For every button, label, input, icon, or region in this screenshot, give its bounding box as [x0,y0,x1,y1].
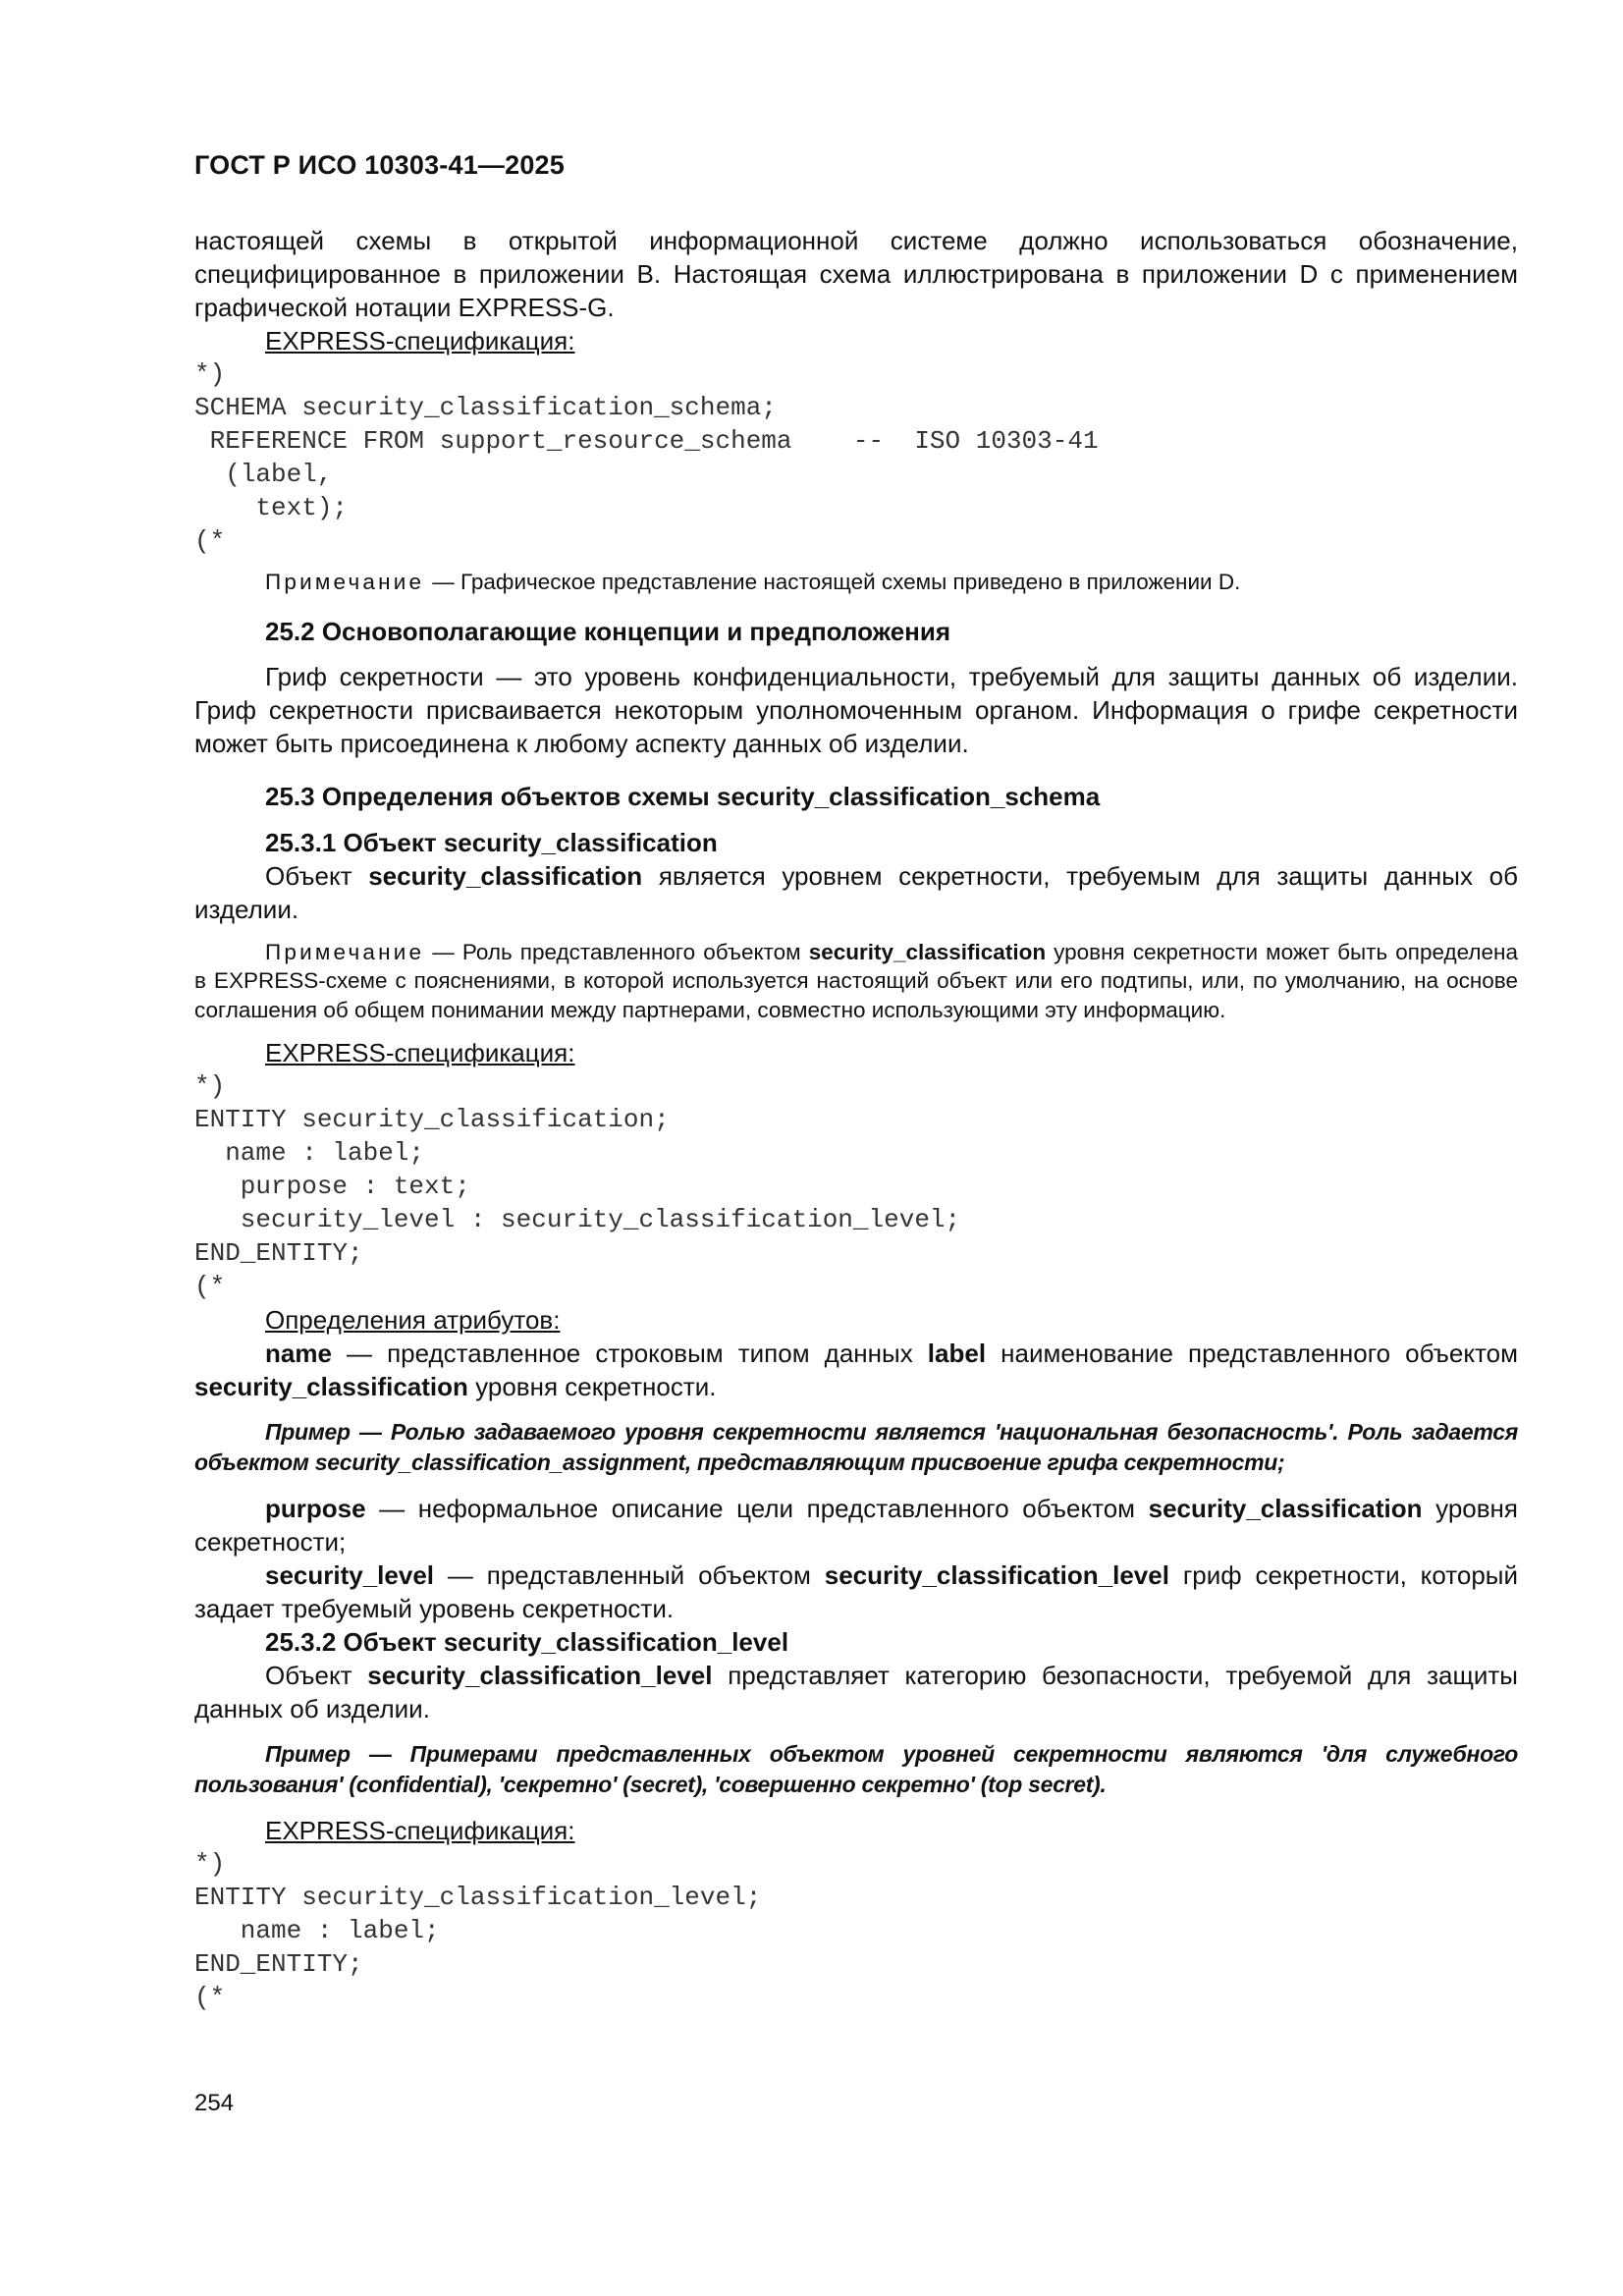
entity-security-classification-code: *) ENTITY security_classification; name : label; purpose : text; security_level : security_classification_level; END_ENTITY; (* [194,1071,961,1301]
attr-security-level-definition: security_level — представленный объектом security_classification_level гриф секретности, который задает требуемый уровень секретности. [194,1560,1518,1623]
note-label: Примечание [265,939,425,964]
express-spec-label-1: EXPRESS-спецификация: [265,326,575,355]
document-header: ГОСТ Р ИСО 10303-41—2025 [194,150,565,180]
page-content [194,224,1518,2014]
note-label: Примечание [265,570,425,594]
example-levels: Пример — Примерами представленных объектом уровней секретности являются 'для служебного пользования' (confidential), 'секретно' (secret), 'совершенно секретно' (top secret). [194,1741,1518,1797]
entity-security-classification-level-code: *) ENTITY security_classification_level; name : label; END_ENTITY; (* [194,1849,762,2012]
note-schema-graphic: Примечание — Графическое представление настоящей схемы приведено в приложении D. [265,570,1241,594]
intro-paragraph: настоящей схемы в открытой информационной системе должно использоваться обозначение, специфицированное в приложении B. Настоящая схема иллюстрирована в приложении D с применением графической нотации EXPRESS-G. [194,226,1518,322]
note-security-classification: Примечание — Роль представленного объектом security_classification уровня секретности может быть определена в EXPRESS-схеме с пояснениями, в которой используется настоящий объект или его подтипы, или, по умолчанию, на основе соглашения об общем понимании между партнерами, совместно использующими эту информацию. [194,939,1518,1022]
section-25-3-heading: 25.3 Определения объектов схемы security_classification_schema [265,781,1101,811]
section-25-3-1-heading: 25.3.1 Объект security_classification [265,827,718,857]
express-spec-label-2: EXPRESS-спецификация: [265,1038,575,1067]
page-number: 254 [194,2090,235,2116]
attribute-definitions-label: Определения атрибутов: [265,1305,561,1335]
express-spec-label-3: EXPRESS-спецификация: [265,1816,575,1845]
example-role: Пример — Ролью задаваемого уровня секретности является 'национальная безопасность'. Роль задается объектом security_classification_assignment, представляющим присвоение грифа секретности; [194,1419,1518,1475]
attr-purpose-definition: purpose — неформальное описание цели представленного объектом security_classification уровня секретности; [194,1494,1518,1557]
section-25-3-2-paragraph: Объект security_classification_level представляет категорию безопасности, требуемой для защиты данных об изделии. [194,1661,1518,1723]
attr-name-definition: name — представленное строковым типом данных label наименование представленного объектом security_classification уровня секретности. [194,1339,1518,1401]
schema-code-block: *) SCHEMA security_classification_schema; REFERENCE FROM support_resource_schema -- ISO 10303-41 (label, text); (* [194,359,1099,556]
section-25-2-paragraph: Гриф секретности — это уровень конфиденциальности, требуемый для защиты данных об изделии. Гриф секретности присваивается некоторым уполномоченным органом. Информация о грифе секретности может быть присоединена к любому аспекту данных об изделии. [194,661,1518,758]
section-25-3-2-heading: 25.3.2 Объект security_classification_level [265,1627,789,1657]
section-25-2-heading: 25.2 Основополагающие концепции и предположения [265,616,951,646]
section-25-3-1-paragraph: Объект security_classification является уровнем секретности, требуемым для защиты данных об изделии. [194,860,1518,924]
